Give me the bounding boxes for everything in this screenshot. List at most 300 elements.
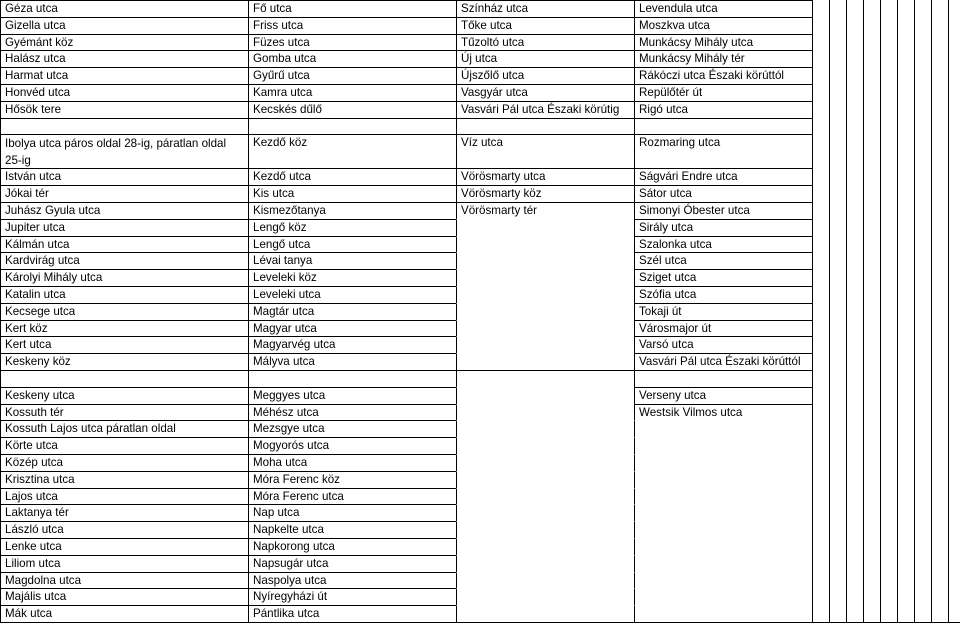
table-row bbox=[0, 370, 960, 387]
table-cell: Simonyi Óbester utca bbox=[634, 202, 812, 219]
table-cell: Károlyi Mihály utca bbox=[0, 269, 248, 286]
table-cell: Lengő utca bbox=[248, 236, 456, 253]
grid-line bbox=[863, 101, 864, 118]
table-cell: Leveleki köz bbox=[248, 269, 456, 286]
grid-line bbox=[931, 84, 932, 101]
grid-line bbox=[863, 320, 864, 337]
table-cell: Kossuth tér bbox=[0, 404, 248, 421]
grid-line bbox=[880, 34, 881, 51]
grid-line bbox=[863, 118, 864, 135]
table-cell: Rozmaring utca bbox=[634, 134, 812, 168]
grid-line bbox=[812, 0, 813, 17]
grid-line bbox=[948, 353, 949, 370]
grid-line bbox=[914, 538, 915, 555]
grid-line bbox=[829, 34, 830, 51]
table-row bbox=[0, 353, 960, 370]
grid-line bbox=[829, 521, 830, 538]
grid-line bbox=[897, 572, 898, 589]
grid-line bbox=[931, 67, 932, 84]
grid-line bbox=[931, 404, 932, 421]
table-cell bbox=[456, 236, 634, 253]
grid-line bbox=[948, 588, 949, 605]
table-row bbox=[0, 588, 960, 605]
table-cell: Gyűrű utca bbox=[248, 67, 456, 84]
grid-line bbox=[829, 488, 830, 505]
grid-line bbox=[931, 572, 932, 589]
grid-line bbox=[846, 605, 847, 622]
grid-line bbox=[931, 303, 932, 320]
table-cell: Fő utca bbox=[248, 0, 456, 17]
table-cell: Napsugár utca bbox=[248, 555, 456, 572]
table-cell bbox=[634, 605, 812, 622]
grid-line bbox=[931, 488, 932, 505]
grid-line bbox=[880, 252, 881, 269]
grid-line bbox=[948, 370, 949, 387]
table-cell: Szófia utca bbox=[634, 286, 812, 303]
grid-line bbox=[897, 387, 898, 404]
table-row bbox=[0, 471, 960, 488]
table-cell: Méhész utca bbox=[248, 404, 456, 421]
table-cell: Mezsgye utca bbox=[248, 420, 456, 437]
grid-line bbox=[897, 605, 898, 622]
table-row bbox=[0, 134, 960, 168]
grid-line bbox=[948, 17, 949, 34]
table-row bbox=[0, 320, 960, 337]
table-row bbox=[0, 219, 960, 236]
table-cell: Vörösmarty tér bbox=[456, 202, 634, 219]
grid-line bbox=[948, 219, 949, 236]
table-cell: Kismezőtanya bbox=[248, 202, 456, 219]
table-cell: Mák utca bbox=[0, 605, 248, 622]
table-row bbox=[0, 67, 960, 84]
table-cell bbox=[456, 303, 634, 320]
grid-line bbox=[914, 185, 915, 202]
grid-line bbox=[897, 555, 898, 572]
table-cell: Móra Ferenc utca bbox=[248, 488, 456, 505]
table-cell: Füzes utca bbox=[248, 34, 456, 51]
grid-line bbox=[846, 572, 847, 589]
table-cell bbox=[456, 605, 634, 622]
grid-line bbox=[846, 252, 847, 269]
grid-line bbox=[948, 202, 949, 219]
table-row bbox=[0, 437, 960, 454]
table-cell: Liliom utca bbox=[0, 555, 248, 572]
table-row bbox=[0, 269, 960, 286]
grid-line bbox=[812, 219, 813, 236]
grid-line bbox=[863, 34, 864, 51]
table-cell: Meggyes utca bbox=[248, 387, 456, 404]
table-cell: Katalin utca bbox=[0, 286, 248, 303]
grid-line bbox=[931, 471, 932, 488]
grid-line bbox=[812, 286, 813, 303]
grid-line bbox=[812, 50, 813, 67]
grid-line bbox=[948, 236, 949, 253]
grid-line bbox=[897, 269, 898, 286]
grid-line bbox=[914, 34, 915, 51]
grid-line bbox=[863, 521, 864, 538]
table-cell: Vasgyár utca bbox=[456, 84, 634, 101]
table-cell: Szél utca bbox=[634, 252, 812, 269]
grid-line bbox=[880, 336, 881, 353]
grid-line bbox=[812, 34, 813, 51]
grid-line bbox=[863, 84, 864, 101]
grid-line bbox=[880, 555, 881, 572]
grid-line bbox=[948, 118, 949, 135]
grid-line bbox=[863, 454, 864, 471]
grid-line bbox=[931, 219, 932, 236]
grid-line bbox=[846, 118, 847, 135]
table-row bbox=[0, 236, 960, 253]
grid-line bbox=[897, 588, 898, 605]
grid-line bbox=[846, 303, 847, 320]
table-row bbox=[0, 17, 960, 34]
grid-line bbox=[812, 202, 813, 219]
table-cell: Kálmán utca bbox=[0, 236, 248, 253]
table-cell: Nyíregyházi út bbox=[248, 588, 456, 605]
grid-line bbox=[863, 471, 864, 488]
grid-line bbox=[948, 420, 949, 437]
grid-line bbox=[863, 488, 864, 505]
table-cell: Munkácsy Mihály utca bbox=[634, 34, 812, 51]
grid-line bbox=[897, 504, 898, 521]
grid-line bbox=[846, 101, 847, 118]
table-cell bbox=[634, 370, 812, 387]
table-cell: István utca bbox=[0, 168, 248, 185]
grid-line bbox=[880, 286, 881, 303]
table-cell: Ságvári Endre utca bbox=[634, 168, 812, 185]
table-cell: Kecskés dűlő bbox=[248, 101, 456, 118]
grid-line bbox=[829, 437, 830, 454]
grid-line bbox=[948, 168, 949, 185]
grid-line bbox=[829, 219, 830, 236]
table-cell: Westsik Vilmos utca bbox=[634, 404, 812, 421]
table-cell: Munkácsy Mihály tér bbox=[634, 50, 812, 67]
table-cell: Tőke utca bbox=[456, 17, 634, 34]
grid-line bbox=[863, 353, 864, 370]
grid-line bbox=[948, 320, 949, 337]
table-cell: Napkelte utca bbox=[248, 521, 456, 538]
table-cell: Moszkva utca bbox=[634, 17, 812, 34]
table-cell: Vasvári Pál utca Északi körútig bbox=[456, 101, 634, 118]
grid-line bbox=[880, 437, 881, 454]
grid-line bbox=[846, 488, 847, 505]
table-row bbox=[0, 168, 960, 185]
grid-line bbox=[846, 202, 847, 219]
grid-line bbox=[812, 538, 813, 555]
table-cell: Mogyorós utca bbox=[248, 437, 456, 454]
table-cell bbox=[456, 420, 634, 437]
grid-line bbox=[948, 488, 949, 505]
table-cell: Lévai tanya bbox=[248, 252, 456, 269]
table-row bbox=[0, 303, 960, 320]
grid-line bbox=[812, 471, 813, 488]
grid-line bbox=[897, 420, 898, 437]
grid-line bbox=[948, 404, 949, 421]
table-cell bbox=[456, 370, 634, 387]
grid-line bbox=[897, 303, 898, 320]
grid-line bbox=[914, 454, 915, 471]
table-cell: Vörösmarty köz bbox=[456, 185, 634, 202]
table-cell: Kecsege utca bbox=[0, 303, 248, 320]
grid-line bbox=[846, 219, 847, 236]
grid-line bbox=[863, 286, 864, 303]
grid-line bbox=[948, 286, 949, 303]
grid-line bbox=[863, 202, 864, 219]
grid-line bbox=[948, 252, 949, 269]
grid-line bbox=[880, 0, 881, 17]
grid-line bbox=[880, 236, 881, 253]
table-row bbox=[0, 521, 960, 538]
table-cell bbox=[456, 336, 634, 353]
grid-line bbox=[880, 50, 881, 67]
grid-line bbox=[897, 84, 898, 101]
grid-line bbox=[914, 236, 915, 253]
grid-line bbox=[897, 521, 898, 538]
grid-line bbox=[829, 370, 830, 387]
grid-line bbox=[829, 353, 830, 370]
grid-line bbox=[812, 572, 813, 589]
grid-line bbox=[829, 236, 830, 253]
grid-line bbox=[812, 370, 813, 387]
table-row bbox=[0, 488, 960, 505]
grid-line bbox=[931, 504, 932, 521]
table-cell: Halász utca bbox=[0, 50, 248, 67]
table-cell bbox=[634, 555, 812, 572]
grid-line bbox=[914, 588, 915, 605]
grid-line bbox=[914, 488, 915, 505]
table-cell: Keskeny köz bbox=[0, 353, 248, 370]
grid-line bbox=[829, 538, 830, 555]
grid-line bbox=[948, 555, 949, 572]
grid-line bbox=[931, 320, 932, 337]
grid-line bbox=[812, 17, 813, 34]
grid-line bbox=[846, 236, 847, 253]
grid-line bbox=[829, 84, 830, 101]
table-cell: Lenke utca bbox=[0, 538, 248, 555]
grid-line bbox=[829, 269, 830, 286]
table-cell: Vörösmarty utca bbox=[456, 168, 634, 185]
table-row bbox=[0, 34, 960, 51]
grid-line bbox=[914, 387, 915, 404]
table-cell bbox=[456, 269, 634, 286]
table-cell: Keskeny utca bbox=[0, 387, 248, 404]
grid-line bbox=[897, 437, 898, 454]
grid-line bbox=[812, 185, 813, 202]
grid-line bbox=[880, 387, 881, 404]
grid-line bbox=[897, 370, 898, 387]
grid-line bbox=[829, 17, 830, 34]
grid-line bbox=[812, 101, 813, 118]
grid-line bbox=[914, 370, 915, 387]
grid-line bbox=[897, 202, 898, 219]
table-cell: Kis utca bbox=[248, 185, 456, 202]
table-cell: Közép utca bbox=[0, 454, 248, 471]
grid-line bbox=[914, 437, 915, 454]
grid-line bbox=[829, 605, 830, 622]
table-cell: Juhász Gyula utca bbox=[0, 202, 248, 219]
grid-line bbox=[812, 387, 813, 404]
table-row bbox=[0, 555, 960, 572]
grid-line bbox=[829, 185, 830, 202]
grid-line bbox=[914, 303, 915, 320]
grid-line bbox=[880, 202, 881, 219]
grid-line bbox=[863, 538, 864, 555]
grid-line bbox=[812, 252, 813, 269]
grid-line bbox=[829, 336, 830, 353]
grid-line bbox=[812, 168, 813, 185]
grid-line bbox=[914, 404, 915, 421]
grid-line bbox=[914, 0, 915, 17]
grid-line bbox=[829, 420, 830, 437]
table-cell: Magtár utca bbox=[248, 303, 456, 320]
grid-line bbox=[829, 320, 830, 337]
table-cell bbox=[456, 521, 634, 538]
table-cell: Sziget utca bbox=[634, 269, 812, 286]
table-cell: Naspolya utca bbox=[248, 572, 456, 589]
grid-line bbox=[948, 303, 949, 320]
grid-line bbox=[880, 269, 881, 286]
grid-line bbox=[846, 471, 847, 488]
grid-line bbox=[846, 555, 847, 572]
table-cell bbox=[456, 437, 634, 454]
table-cell: Jókai tér bbox=[0, 185, 248, 202]
grid-line bbox=[914, 572, 915, 589]
table-cell: Leveleki utca bbox=[248, 286, 456, 303]
grid-line bbox=[829, 588, 830, 605]
grid-line bbox=[931, 387, 932, 404]
grid-line bbox=[948, 521, 949, 538]
grid-line bbox=[914, 605, 915, 622]
grid-line bbox=[897, 286, 898, 303]
table-row bbox=[0, 101, 960, 118]
table-cell: Gyémánt köz bbox=[0, 34, 248, 51]
table-cell: Körte utca bbox=[0, 437, 248, 454]
table-cell bbox=[0, 370, 248, 387]
table-row bbox=[0, 454, 960, 471]
grid-line bbox=[897, 67, 898, 84]
grid-line bbox=[931, 538, 932, 555]
table-cell bbox=[0, 118, 248, 135]
grid-line bbox=[812, 84, 813, 101]
grid-line bbox=[880, 521, 881, 538]
grid-line bbox=[931, 336, 932, 353]
grid-line bbox=[931, 17, 932, 34]
table-cell bbox=[456, 555, 634, 572]
grid-line bbox=[931, 236, 932, 253]
grid-line bbox=[880, 320, 881, 337]
grid-line bbox=[863, 504, 864, 521]
grid-line bbox=[914, 101, 915, 118]
grid-line bbox=[948, 471, 949, 488]
grid-line bbox=[880, 454, 881, 471]
grid-line bbox=[863, 303, 864, 320]
grid-line bbox=[846, 84, 847, 101]
table-row bbox=[0, 538, 960, 555]
table-cell bbox=[634, 471, 812, 488]
table-cell: Géza utca bbox=[0, 0, 248, 17]
grid-line bbox=[812, 303, 813, 320]
grid-line bbox=[897, 17, 898, 34]
table-row bbox=[0, 50, 960, 67]
grid-line bbox=[812, 404, 813, 421]
grid-line bbox=[880, 67, 881, 84]
table-cell bbox=[634, 538, 812, 555]
grid-line bbox=[863, 269, 864, 286]
grid-line bbox=[931, 134, 932, 168]
grid-line bbox=[880, 572, 881, 589]
grid-line bbox=[846, 50, 847, 67]
grid-line bbox=[914, 555, 915, 572]
grid-line bbox=[829, 50, 830, 67]
grid-line bbox=[897, 471, 898, 488]
table-cell bbox=[634, 437, 812, 454]
grid-line bbox=[931, 454, 932, 471]
grid-line bbox=[897, 34, 898, 51]
grid-line bbox=[931, 118, 932, 135]
table-cell bbox=[456, 118, 634, 135]
grid-line bbox=[931, 605, 932, 622]
table-row bbox=[0, 404, 960, 421]
grid-line bbox=[863, 588, 864, 605]
grid-line bbox=[948, 538, 949, 555]
table-cell bbox=[456, 286, 634, 303]
table-cell: Hősök tere bbox=[0, 101, 248, 118]
table-cell: Mályva utca bbox=[248, 353, 456, 370]
grid-line bbox=[948, 134, 949, 168]
grid-line bbox=[880, 17, 881, 34]
table-row bbox=[0, 185, 960, 202]
grid-line bbox=[914, 336, 915, 353]
table-cell: László utca bbox=[0, 521, 248, 538]
table-cell bbox=[456, 404, 634, 421]
table-cell: Új utca bbox=[456, 50, 634, 67]
table-cell bbox=[456, 320, 634, 337]
table-row bbox=[0, 286, 960, 303]
grid-line bbox=[812, 269, 813, 286]
grid-line bbox=[931, 269, 932, 286]
table-cell: Magyar utca bbox=[248, 320, 456, 337]
table-cell: Kezdő köz bbox=[248, 134, 456, 168]
grid-line bbox=[897, 454, 898, 471]
grid-line bbox=[914, 50, 915, 67]
grid-line bbox=[812, 134, 813, 168]
grid-line bbox=[829, 0, 830, 17]
table-cell bbox=[634, 572, 812, 589]
grid-line bbox=[914, 67, 915, 84]
grid-line bbox=[812, 605, 813, 622]
grid-line bbox=[897, 50, 898, 67]
table-cell bbox=[456, 353, 634, 370]
table-cell bbox=[456, 572, 634, 589]
grid-line bbox=[846, 387, 847, 404]
grid-line bbox=[914, 504, 915, 521]
grid-line bbox=[829, 572, 830, 589]
grid-line bbox=[880, 101, 881, 118]
grid-line bbox=[863, 605, 864, 622]
grid-line bbox=[880, 84, 881, 101]
grid-line bbox=[931, 555, 932, 572]
table-cell: Levendula utca bbox=[634, 0, 812, 17]
grid-line bbox=[914, 84, 915, 101]
grid-line bbox=[846, 0, 847, 17]
grid-line bbox=[880, 588, 881, 605]
table-cell bbox=[634, 504, 812, 521]
grid-line bbox=[948, 269, 949, 286]
table-cell: Sirály utca bbox=[634, 219, 812, 236]
grid-line bbox=[880, 118, 881, 135]
grid-line bbox=[863, 0, 864, 17]
grid-line bbox=[846, 17, 847, 34]
